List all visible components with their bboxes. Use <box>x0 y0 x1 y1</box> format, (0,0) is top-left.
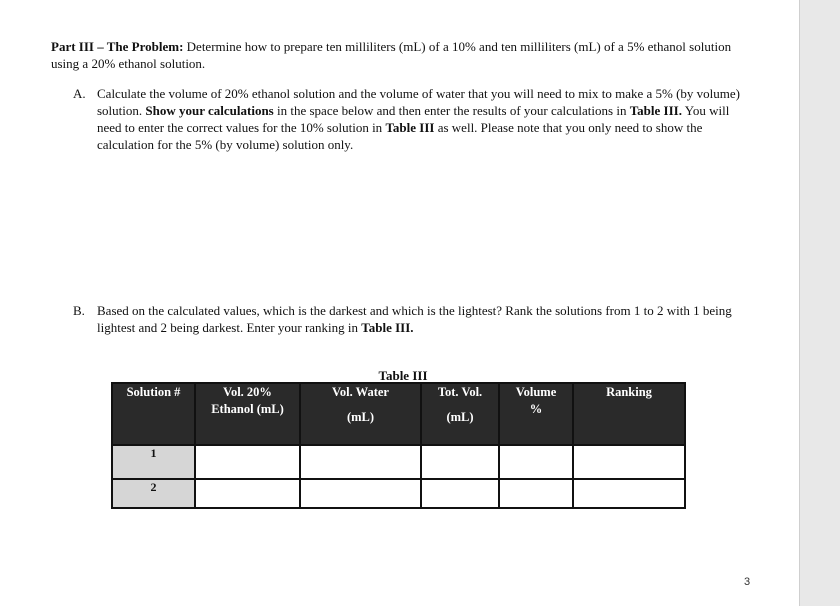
header-vol-water: Vol. Water (mL) <box>300 383 421 445</box>
question-a-bold3: Table III <box>385 120 435 135</box>
intro-heading: Part III – The Problem: <box>51 39 184 54</box>
table-row <box>112 479 685 508</box>
table-row <box>112 445 685 479</box>
question-a-part4: as well. Please note that you only need to show the calculation for the 5% (by volume) solution only. <box>97 120 703 152</box>
cell-ranking-row1[interactable] <box>573 445 685 479</box>
cell-ranking-row2[interactable] <box>573 479 685 508</box>
table-caption: Table III <box>378 368 428 383</box>
table-header-row <box>112 383 685 445</box>
header-tot-vol: Tot. Vol. (mL) <box>421 383 499 445</box>
question-a-letter: A. <box>73 86 86 101</box>
cell-tot-vol-row1[interactable] <box>421 445 499 479</box>
header-volume-pct: Volume % <box>499 383 573 445</box>
question-b <box>73 302 763 336</box>
header-vol-20: Vol. 20% Ethanol (mL) <box>195 383 300 445</box>
cell-volume-pct-row1[interactable] <box>499 445 573 479</box>
intro-text: Determine how to prepare ten milliliters (mL) of a 10% and ten milliliters (mL) of a 5% ethanol solution using a 20% ethanol solution. <box>51 39 732 71</box>
intro-paragraph <box>51 38 761 72</box>
question-a-text <box>97 85 753 153</box>
cell-vol-20-row2[interactable] <box>195 479 300 508</box>
cell-vol-water-row2[interactable] <box>300 479 421 508</box>
cell-vol-20-row1[interactable] <box>195 445 300 479</box>
question-a <box>73 85 753 153</box>
header-solution: Solution # <box>112 383 195 445</box>
question-b-letter: B. <box>73 303 85 318</box>
question-a-bold1: Show your calculations <box>145 103 274 118</box>
question-b-text <box>97 302 763 336</box>
cell-volume-pct-row2[interactable] <box>499 479 573 508</box>
row-solution-number: 1 <box>112 445 195 479</box>
question-a-part2: in the space below and then enter the results of your calculations in <box>277 103 627 118</box>
cell-tot-vol-row2[interactable] <box>421 479 499 508</box>
header-ranking: Ranking <box>573 383 685 445</box>
cell-vol-water-row1[interactable] <box>300 445 421 479</box>
question-b-bold1: Table III. <box>361 320 414 335</box>
question-a-part3: You will need to enter the correct values for the 10% solution in <box>97 103 730 135</box>
question-a-part1: Calculate the volume of 20% ethanol solution and the volume of water that you will need to mix to make a 5% (by volume) solution. <box>97 86 740 118</box>
table-iii <box>111 382 686 509</box>
row-solution-number: 2 <box>112 479 195 508</box>
question-b-part1: Based on the calculated values, which is the darkest and which is the lightest? Rank the solutions from 1 to 2 with 1 being lightest and 2 being darkest. Enter your ranking in <box>97 303 732 335</box>
page-number: 3 <box>744 576 751 588</box>
question-a-bold2: Table III. <box>629 103 682 118</box>
